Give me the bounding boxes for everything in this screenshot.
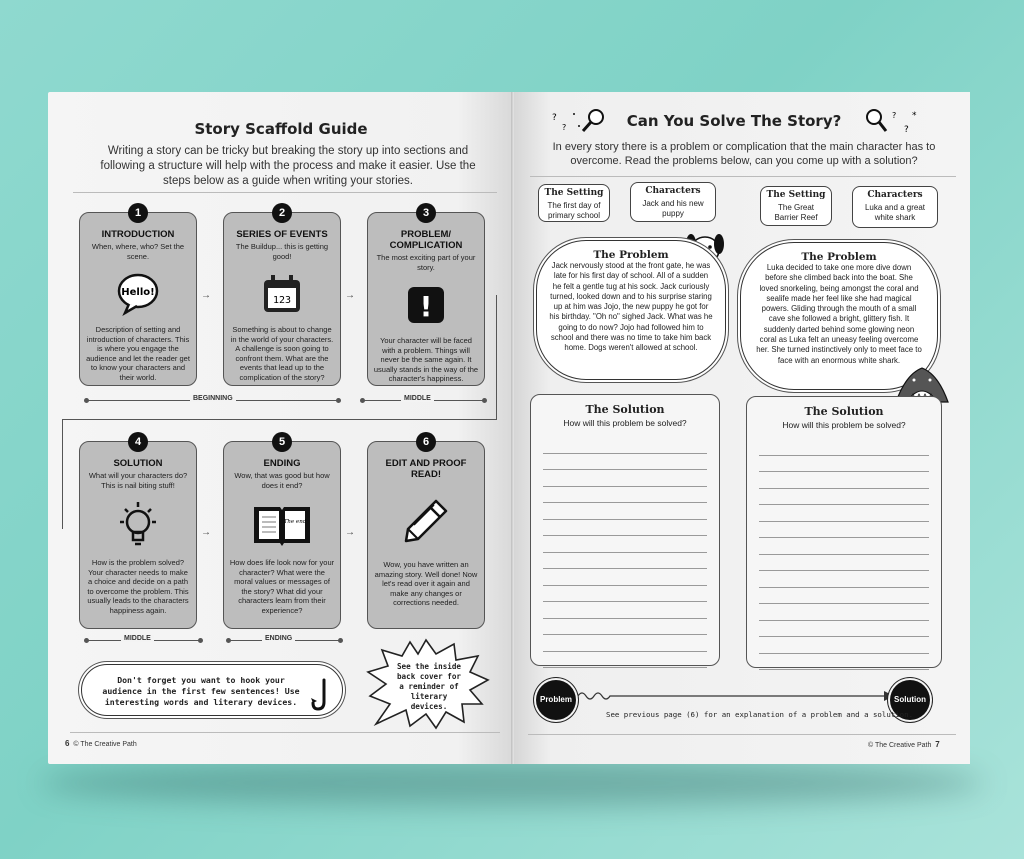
intro-text: Writing a story can be tricky but breaking the story up into sections and following a structure will help with the process and make it easier. Use the steps below as a guide when writing your stories. xyxy=(100,145,476,187)
burst-tip-text: See the inside back cover for a reminder of literary devices. xyxy=(396,662,461,711)
step-card-edit-proofread xyxy=(367,436,485,629)
characters-box xyxy=(630,182,716,222)
setting-box xyxy=(538,184,610,222)
pencil-icon xyxy=(373,486,479,556)
footer-left xyxy=(65,739,137,748)
characters-text: Jack and his new puppy xyxy=(642,199,704,218)
intro-text: In every story there is a problem or complication that the main character has to overcome. Read the problems below, can you come up with a solution? xyxy=(552,141,936,167)
svg-text:?: ? xyxy=(562,123,567,132)
hook-tip-text: Don't forget you want to hook your audience in the first few sentences! Use interesting words and literary devices. xyxy=(102,675,300,707)
solution-question: How will this problem be solved? xyxy=(563,418,687,428)
step-description: Description of setting and introduction of characters. This is where you engage the audience and let the reader get to know your characters and their world. xyxy=(86,325,190,382)
exclamation-icon xyxy=(373,278,479,332)
calendar-icon xyxy=(229,267,335,321)
footnote: See previous page (6) for an explanation of a problem and a solution. xyxy=(606,710,914,719)
page-number: 7 xyxy=(935,740,940,749)
flow-connector xyxy=(62,419,63,529)
characters-title: Characters xyxy=(645,186,701,196)
step-subtitle: The Buildup... this is getting good! xyxy=(235,242,329,261)
step-subtitle: Wow, that was good but how does it end? xyxy=(234,471,330,490)
step-card-introduction xyxy=(79,207,197,386)
footer-right xyxy=(868,740,940,749)
arrow-right-icon: → xyxy=(201,527,211,538)
exclamation-text: ! xyxy=(419,290,433,323)
svg-text:?: ? xyxy=(904,125,909,135)
copyright: © The Creative Path xyxy=(868,742,932,749)
step-description: How does life look now for your character? What were the moral values or messages of the story? What did your characters learn from their experience? xyxy=(229,558,335,615)
characters-text: Luka and a great white shark xyxy=(864,203,926,222)
step-title: PROBLEM/ COMPLICATION xyxy=(389,229,463,251)
timeline-label-beginning: BEGINNING xyxy=(190,395,236,402)
setting-text: The first day of primary school xyxy=(547,201,601,220)
fish-hook-icon xyxy=(310,678,332,717)
footer-divider xyxy=(70,732,500,733)
hook-tip-cloud xyxy=(81,664,343,716)
solution-ball: Solution xyxy=(890,680,930,720)
calendar-text: 123 xyxy=(272,295,292,306)
step-card-ending xyxy=(223,436,341,629)
step-subtitle: What will your characters do? This is nail biting stuff! xyxy=(88,471,188,490)
speech-bubble-text: Hello! xyxy=(121,287,155,298)
problem-cloud xyxy=(536,240,726,380)
problem-text: Luka decided to take one more dive down before she climbed back into the boat. She loved snorkeling, being amongst the coral and sealife made her feel like she had magical powers. Gliding through the mouth of a small cave she followed a bright, glittery fish. It suddenly darted behind some glowing neon coral as Luka felt an uneasy feeling overcome her. She turned instinctively only to meet face to face with an enormous white shark. xyxy=(756,263,922,365)
step-title: EDIT AND PROOF READ! xyxy=(385,458,467,480)
solution-box xyxy=(530,394,720,666)
step-number: 2 xyxy=(272,203,292,223)
divider xyxy=(73,192,497,193)
step-card-solution xyxy=(79,436,197,629)
step-subtitle: The most exciting part of your story. xyxy=(376,253,476,272)
step-title: ENDING xyxy=(263,458,301,469)
step-number: 6 xyxy=(416,432,436,452)
step-description: Your character will be faced with a problem. Things will never be the same again. It usually stands in the way of the character's happiness. xyxy=(373,336,479,383)
characters-title: Characters xyxy=(867,190,923,200)
page-title: Can You Solve The Story? xyxy=(626,112,842,130)
open-book-icon xyxy=(229,496,335,554)
solution-box xyxy=(746,396,942,668)
setting-title: The Setting xyxy=(544,188,604,198)
timeline-label-middle: MIDDLE xyxy=(401,395,434,402)
step-card-problem xyxy=(367,207,485,386)
step-description: Something is about to change in the world of your characters. A challenge is soon going to confront them. What are the events that lead up to the complication of the story? xyxy=(230,325,334,382)
divider xyxy=(530,176,956,177)
timeline-label-ending: ENDING xyxy=(262,635,295,642)
copyright: © The Creative Path xyxy=(73,741,137,748)
step-number: 3 xyxy=(416,203,436,223)
step-number: 5 xyxy=(272,432,292,452)
timeline-dot xyxy=(336,398,341,403)
writing-lines[interactable] xyxy=(759,439,929,670)
step-description: How is the problem solved? Your character needs to make a choice and decide on a path to overcome the problem. This usually leads to the characters happiness again. xyxy=(87,558,189,615)
footer-divider xyxy=(528,734,956,735)
left-page xyxy=(48,92,514,764)
timeline-dot xyxy=(338,638,343,643)
step-card-series-of-events xyxy=(223,207,341,386)
page-title: Story Scaffold Guide xyxy=(194,120,368,138)
problem-title: The Problem xyxy=(801,251,877,263)
setting-title: The Setting xyxy=(766,190,826,200)
problem-text: Jack nervously stood at the front gate, he was late for his first day of school. All of a sudden he felt a gentle tug at his sock. Jack curiously turned, looked down and to his surprise staring up at him was Jojo, the new puppy he got for his birthday. "Oh no" sighed Jack. What was he going to do now? Jojo had followed him to school and there was no time to take him back home. Dogs weren't allowed at school. xyxy=(549,261,713,353)
timeline-dot xyxy=(482,398,487,403)
flow-connector xyxy=(62,419,497,420)
setting-text: The Great Barrier Reef xyxy=(774,203,818,222)
step-number: 1 xyxy=(128,203,148,223)
step-title: SERIES OF EVENTS xyxy=(236,229,328,240)
magnifying-glass-icon xyxy=(552,106,614,141)
page-number: 6 xyxy=(65,739,70,748)
solution-title: The Solution xyxy=(804,405,884,418)
svg-text:?: ? xyxy=(892,111,897,120)
timeline-label-middle: MIDDLE xyxy=(121,635,154,642)
problem-ball: Problem xyxy=(536,680,576,720)
arrow-right-icon: → xyxy=(345,527,355,538)
right-page xyxy=(514,92,970,764)
solution-title: The Solution xyxy=(585,403,665,416)
arrow-right-icon: → xyxy=(201,290,211,301)
book-text: The end xyxy=(283,519,307,525)
squiggle-arrow xyxy=(578,688,898,709)
timeline-dot xyxy=(198,638,203,643)
step-subtitle: When, where, who? Set the scene. xyxy=(91,242,185,261)
setting-box xyxy=(760,186,832,226)
step-description: Wow, you have written an amazing story. Well done! Now let's read over it again and make any changes or corrections needed. xyxy=(374,560,478,607)
solution-question: How will this problem be solved? xyxy=(782,420,906,430)
speech-bubble-icon xyxy=(85,267,191,321)
svg-text:?: ? xyxy=(552,113,557,123)
problem-title: The Problem xyxy=(593,249,669,261)
lightbulb-icon xyxy=(85,496,191,554)
svg-text:*: * xyxy=(912,111,917,121)
book-shadow xyxy=(40,760,984,806)
characters-box xyxy=(852,186,938,228)
writing-lines[interactable] xyxy=(543,437,707,668)
step-number: 4 xyxy=(128,432,148,452)
arrow-right-icon: → xyxy=(345,290,355,301)
step-title: SOLUTION xyxy=(113,458,163,469)
step-title: INTRODUCTION xyxy=(101,229,175,240)
flow-connector xyxy=(496,295,497,419)
magnifying-glass-icon xyxy=(854,106,924,143)
